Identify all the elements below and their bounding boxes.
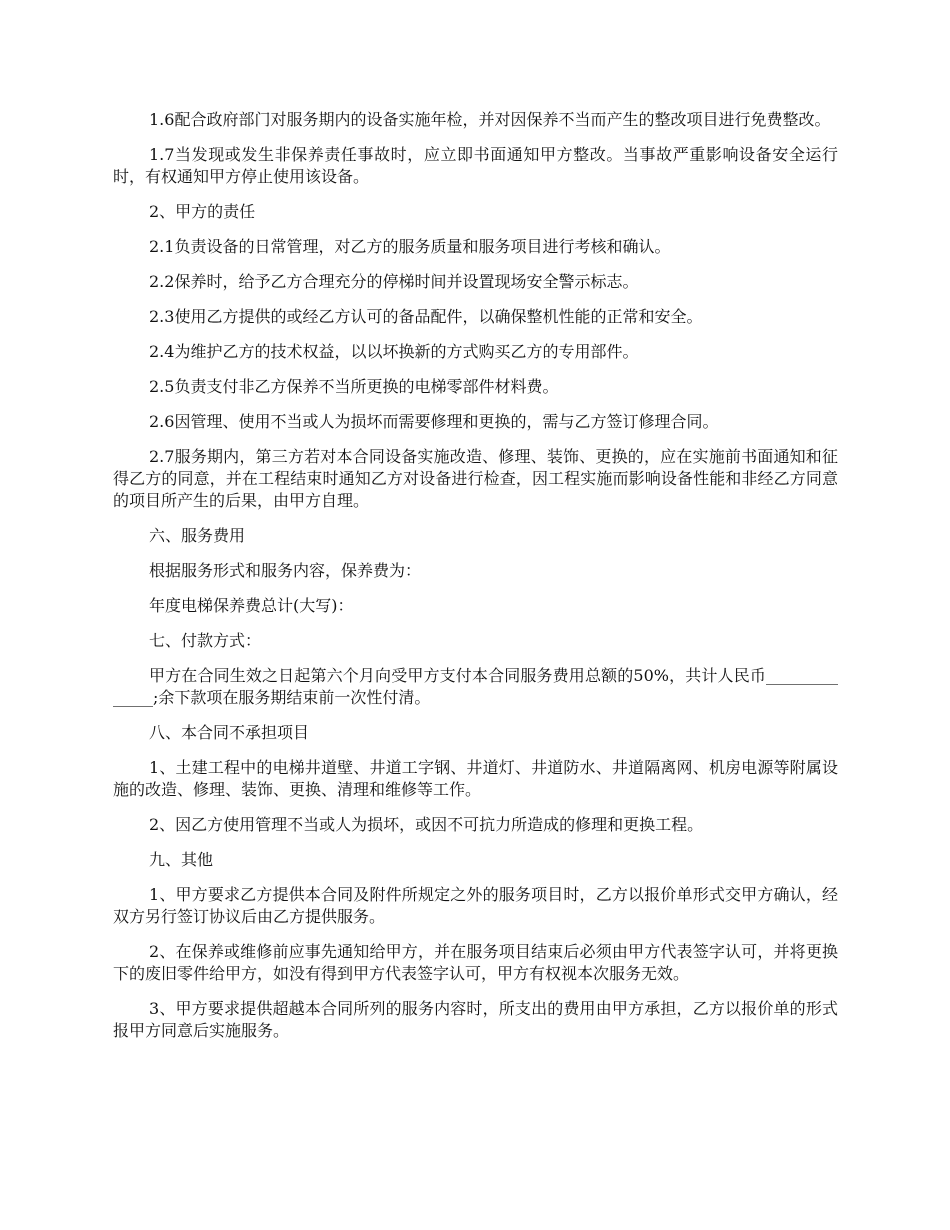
paragraph-excluded-2: 2、因乙方使用管理不当或人为损坏，或因不可抗力所造成的修理和更换工程。	[149, 815, 704, 834]
paragraph-2-6: 2.6因管理、使用不当或人为损坏而需要修理和更换的，需与乙方签订修理合同。	[149, 412, 719, 431]
paragraph-other-3: 3、甲方要求提供超越本合同所列的服务内容时，所支出的费用由甲方承担，乙方以报价单的形式报甲方同意后实施服务。	[113, 999, 838, 1040]
section-heading-payment-method: 七、付款方式：	[149, 631, 262, 650]
document-body	[113, 109, 838, 1055]
paragraph-2-7: 2.7服务期内，第三方若对本合同设备实施改造、修理、装饰、更换的，应在实施前书面通知和征得乙方的同意，并在工程结束时通知乙方对设备进行检查，因工程实施而影响设备性能和非经乙方同意的项目所产生的后果，由甲方自理。	[113, 447, 838, 510]
paragraph-payment-terms: 甲方在合同生效之日起第六个月向受甲方支付本合同服务费用总额的50%，共计人民币______________;余下款项在服务期结束前一次性付清。	[113, 666, 838, 707]
paragraph-2-5: 2.5负责支付非乙方保养不当所更换的电梯零部件材料费。	[149, 377, 559, 396]
paragraph-2-1: 2.1负责设备的日常管理，对乙方的服务质量和服务项目进行考核和确认。	[149, 237, 671, 256]
paragraph-other-2: 2、在保养或维修前应事先通知给甲方，并在服务项目结束后必须由甲方代表签字认可，并将更换下的废旧零件给甲方，如没有得到甲方代表签字认可，甲方有权视本次服务无效。	[113, 942, 838, 983]
paragraph-fee-total: 年度电梯保养费总计(大写)：	[149, 596, 354, 615]
section-heading-excluded-items: 八、本合同不承担项目	[149, 723, 310, 742]
paragraph-other-1: 1、甲方要求乙方提供本合同及附件所规定之外的服务项目时，乙方以报价单形式交甲方确认，经双方另行签订协议后由乙方提供服务。	[113, 885, 838, 926]
paragraph-1-7: 1.7当发现或发生非保养责任事故时，应立即书面通知甲方整改。当事故严重影响设备安全运行时，有权通知甲方停止使用该设备。	[113, 145, 838, 186]
section-heading-party-a-duties: 2、甲方的责任	[149, 202, 256, 221]
paragraph-2-3: 2.3使用乙方提供的或经乙方认可的备品配件，以确保整机性能的正常和安全。	[149, 307, 703, 326]
paragraph-2-4: 2.4为维护乙方的技术权益，以以坏换新的方式购买乙方的专用部件。	[149, 342, 639, 361]
section-heading-other: 九、其他	[149, 850, 214, 869]
paragraph-excluded-1: 1、土建工程中的电梯井道壁、井道工字钢、井道灯、井道防水、井道隔离网、机房电源等附属设施的改造、修理、装饰、更换、清理和维修等工作。	[113, 758, 838, 799]
paragraph-2-2: 2.2保养时，给予乙方合理充分的停梯时间并设置现场安全警示标志。	[149, 272, 639, 291]
paragraph-fee-basis: 根据服务形式和服务内容，保养费为：	[149, 561, 422, 580]
section-heading-service-fees: 六、服务费用	[149, 526, 246, 545]
paragraph-1-6: 1.6配合政府部门对服务期内的设备实施年检，并对因保养不当而产生的整改项目进行免费整改。	[149, 110, 831, 129]
